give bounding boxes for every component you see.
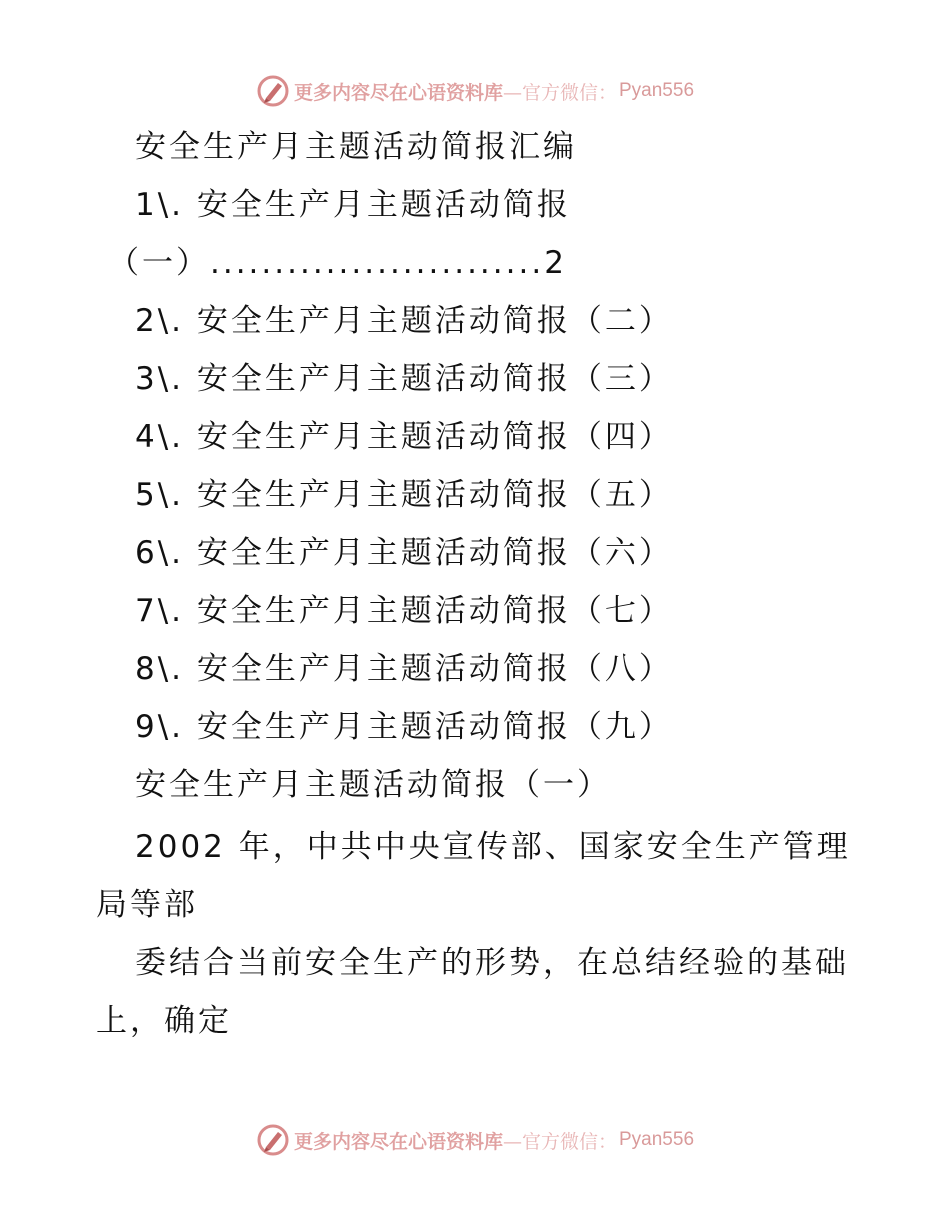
banner-sub-text: —官方微信： xyxy=(502,81,617,104)
pen-logo-icon xyxy=(256,74,290,108)
toc-item-6: 6\. 安全生产月主题活动简报（六） xyxy=(135,535,673,571)
header-watermark-banner xyxy=(0,71,950,111)
toc-item-4: 4\. 安全生产月主题活动简报（四） xyxy=(135,419,673,455)
toc-item-2: 2\. 安全生产月主题活动简报（二） xyxy=(135,303,673,339)
toc-item-1: 1\. 安全生产月主题活动简报 xyxy=(135,187,571,223)
paragraph-2-line-1: 委结合当前安全生产的形势，在总结经验的基础 xyxy=(135,945,849,981)
paragraph-2-line-2: 上，确定 xyxy=(96,1003,232,1039)
banner-main-text: 更多内容尽在心语资料库 xyxy=(293,81,503,104)
paragraph-1-line-1: 2002 年，中共中央宣传部、国家安全生产管理 xyxy=(135,829,851,865)
paragraph-1-line-2: 局等部 xyxy=(96,887,198,923)
toc-item-7: 7\. 安全生产月主题活动简报（七） xyxy=(135,593,673,629)
banner-wechat-id: Pyan556 xyxy=(619,80,695,101)
banner-wechat-id: Pyan556 xyxy=(619,1129,695,1150)
document-title: 安全生产月主题活动简报汇编 xyxy=(135,129,577,165)
toc-item-1-continued: （一）..........................2 xyxy=(108,245,567,281)
footer-watermark-banner xyxy=(0,1120,950,1160)
banner-sub-text: —官方微信： xyxy=(502,1130,617,1153)
section-heading: 安全生产月主题活动简报（一） xyxy=(135,767,611,803)
banner-main-text: 更多内容尽在心语资料库 xyxy=(293,1130,503,1153)
toc-item-8: 8\. 安全生产月主题活动简报（八） xyxy=(135,651,673,687)
pen-logo-icon xyxy=(256,1123,290,1157)
toc-item-3: 3\. 安全生产月主题活动简报（三） xyxy=(135,361,673,397)
toc-item-5: 5\. 安全生产月主题活动简报（五） xyxy=(135,477,673,513)
toc-item-9: 9\. 安全生产月主题活动简报（九） xyxy=(135,709,673,745)
